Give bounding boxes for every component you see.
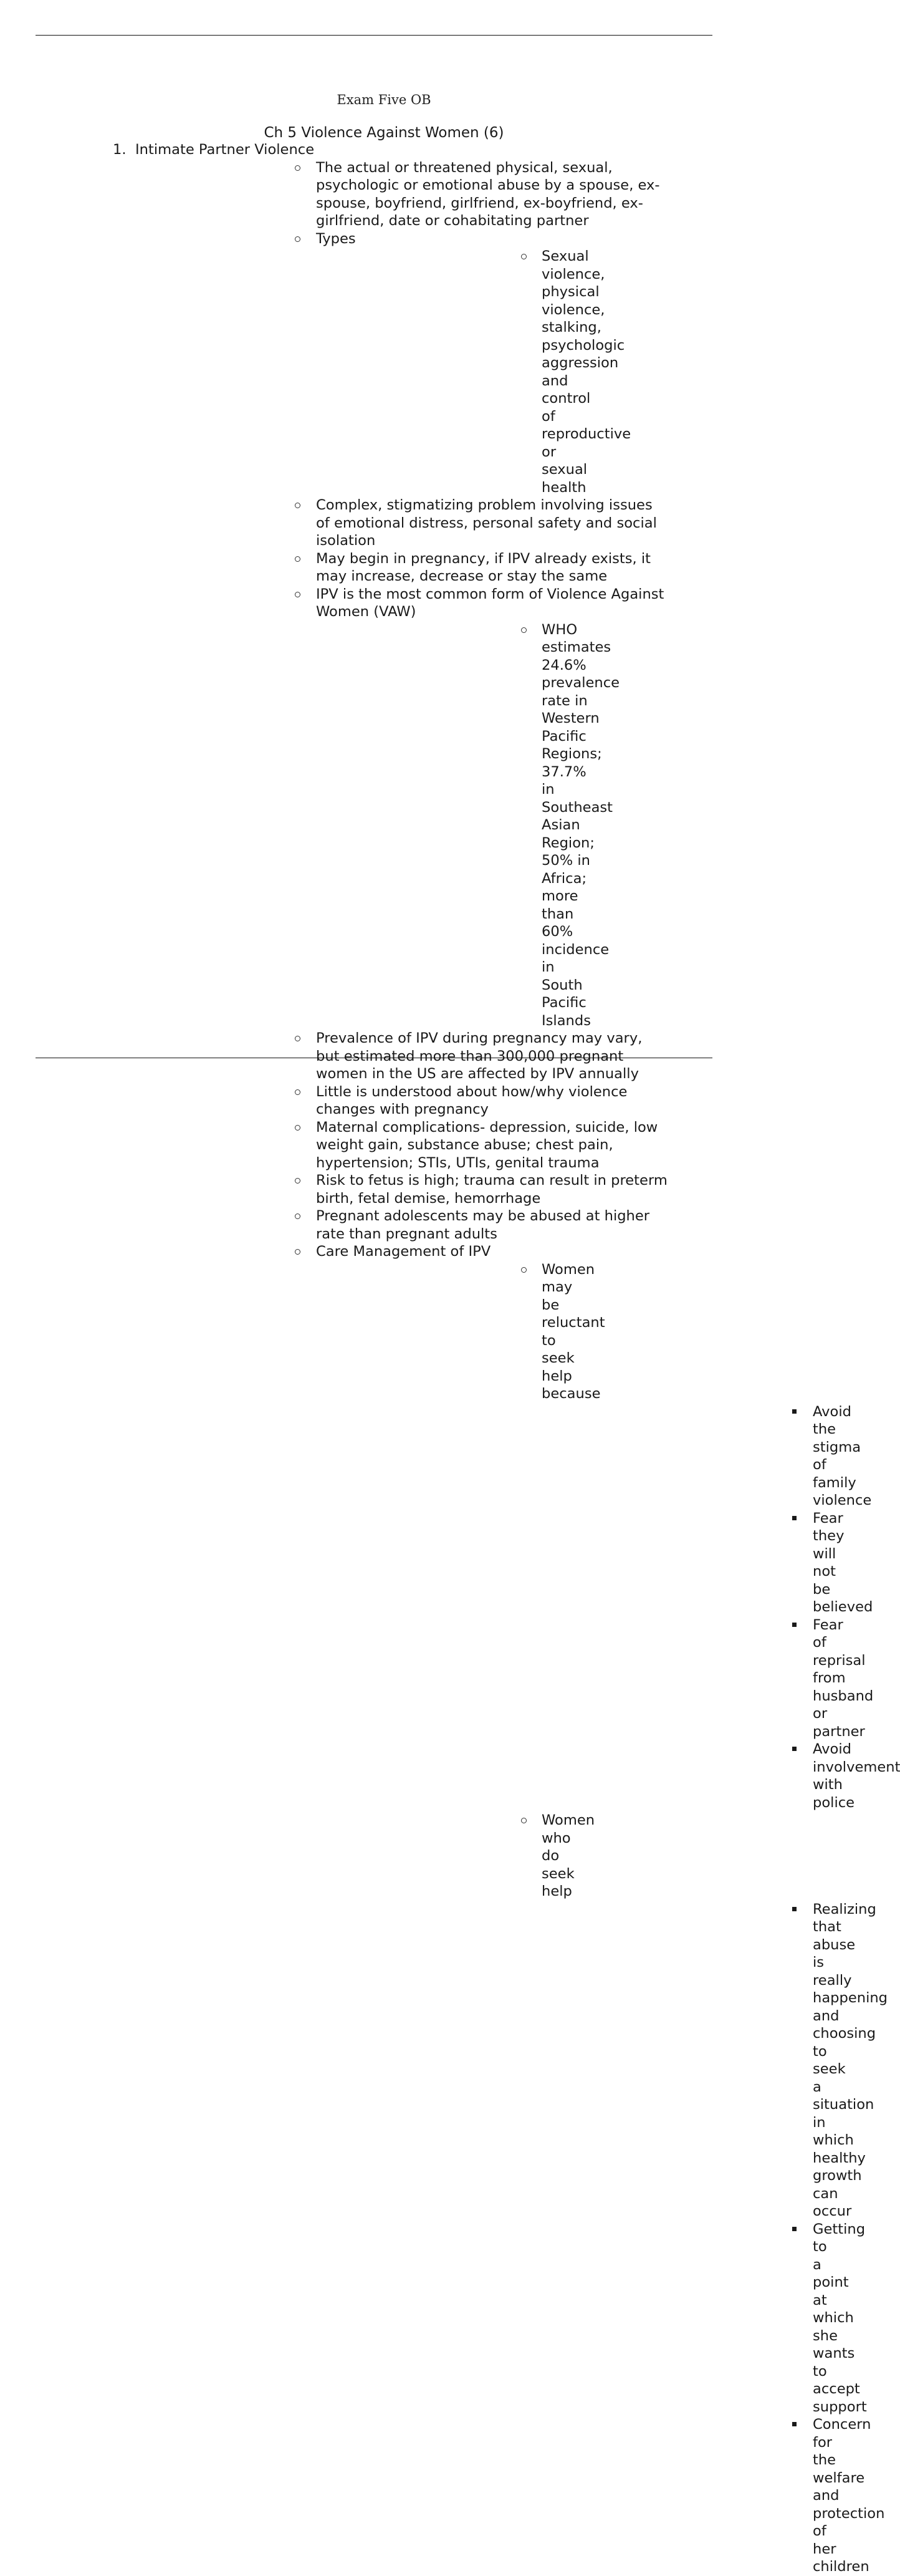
sub-list (316, 1261, 900, 2576)
list-item: Concern for the welfare and protection of her children (542, 2416, 891, 2576)
list-item-text: Sexual violence, physical violence, stalking, psychologic aggression and control of reproductive or sexual health (542, 248, 631, 496)
square-bullet-icon (792, 1623, 797, 1627)
chapter-title: Ch 5 Violence Against Women (6) (264, 125, 504, 141)
circle-bullet-icon (295, 1036, 300, 1041)
list-item-text: Women may be reluctant to seek help because (542, 1261, 605, 1402)
section-number: 1. (113, 142, 127, 158)
list-item (316, 621, 669, 1030)
list-item (135, 1119, 748, 1172)
section-heading: Intimate Partner Violence (135, 142, 315, 158)
list-item (135, 550, 748, 586)
list-item-text: Risk to fetus is high; trauma can result in preterm birth, fetal demise, hemorrhage (316, 1172, 668, 1207)
outline-section (0, 141, 900, 2576)
circle-bullet-icon (295, 1089, 300, 1095)
circle-bullet-icon (521, 1818, 527, 1823)
list-item-text: Prevalence of IPV during pregnancy may vary, but estimated more than 300,000 pregnant women in the US are affected by IPV annually (316, 1030, 643, 1082)
sub-list (316, 248, 669, 496)
list-item-text: Pregnant adolescents may be abused at higher rate than pregnant adults (316, 1208, 650, 1242)
list-item (316, 248, 669, 496)
sub-list (542, 1901, 888, 2576)
list-item-text: Complex, stigmatizing problem involving issues of emotional distress, personal safety and social isolation (316, 497, 657, 549)
list-item-text: The actual or threatened physical, sexual, psychologic or emotional abuse by a spouse, ex-spouse, boyfriend, girlfriend, ex-boyfriend, ex-girlfriend, date or cohabitating partner (316, 159, 660, 229)
list-item (135, 1172, 748, 1207)
document-title: Exam Five OB (337, 92, 431, 107)
list-item: Fear they will not be believed (542, 1510, 891, 1616)
section-items (135, 159, 900, 2576)
list-item-text: Little is understood about how/why violence changes with pregnancy (316, 1083, 628, 1117)
list-item (135, 230, 748, 497)
circle-bullet-icon (295, 165, 300, 171)
list-item-text: Maternal complications- depression, suicide, low weight gain, substance abuse; chest pain, hypertension; STIs, UTIs, genital trauma (316, 1119, 658, 1171)
square-bullet-icon (792, 2422, 797, 2426)
list-item: Fear of reprisal from husband or partner (542, 1616, 891, 1741)
circle-bullet-icon (295, 1125, 300, 1131)
circle-bullet-icon (295, 1213, 300, 1219)
list-item-text: Types (316, 230, 356, 247)
sub-list (542, 1403, 900, 1812)
list-item (135, 1243, 900, 2576)
list-item (135, 586, 748, 1030)
square-bullet-icon (792, 1907, 797, 1911)
list-item-text: Care Management of IPV (316, 1243, 491, 1260)
list-item: Realizing that abuse is really happening and choosing to seek a situation in which healthy growth can occur (542, 1901, 891, 2221)
circle-bullet-icon (295, 1249, 300, 1255)
list-item (135, 159, 748, 230)
list-item (135, 496, 748, 550)
circle-bullet-icon (521, 254, 527, 259)
circle-bullet-icon (521, 1267, 527, 1273)
square-bullet-icon (792, 1409, 797, 1414)
list-item: Avoid the stigma of family violence (542, 1403, 891, 1510)
list-item (135, 1030, 748, 1083)
circle-bullet-icon (295, 503, 300, 508)
top-rule (36, 35, 712, 36)
outline-list (0, 141, 900, 2576)
list-item-text: Women who do seek help (542, 1812, 595, 1899)
square-bullet-icon (792, 2227, 797, 2231)
list-item: Avoid involvement with police (542, 1740, 891, 1811)
list-item-text: IPV is the most common form of Violence Against Women (VAW) (316, 586, 664, 620)
list-item: Getting to a point at which she wants to accept support (542, 2221, 891, 2416)
square-bullet-icon (792, 1516, 797, 1520)
sub-list (316, 621, 669, 1030)
list-item (135, 1083, 748, 1119)
circle-bullet-icon (295, 556, 300, 562)
list-item-text: WHO estimates 24.6% prevalence rate in Western Pacific Regions; 37.7% in Southeast Asian Region; 50% in Africa; more than 60% incidence in South Pacific Islands (542, 621, 620, 1029)
circle-bullet-icon (521, 627, 527, 633)
circle-bullet-icon (295, 236, 300, 242)
circle-bullet-icon (295, 592, 300, 597)
circle-bullet-icon (295, 1178, 300, 1184)
square-bullet-icon (792, 1747, 797, 1751)
list-item (135, 1207, 748, 1243)
list-item (316, 1261, 900, 1812)
list-item-text: May begin in pregnancy, if IPV already exists, it may increase, decrease or stay the same (316, 550, 651, 584)
list-item (316, 1811, 888, 2576)
